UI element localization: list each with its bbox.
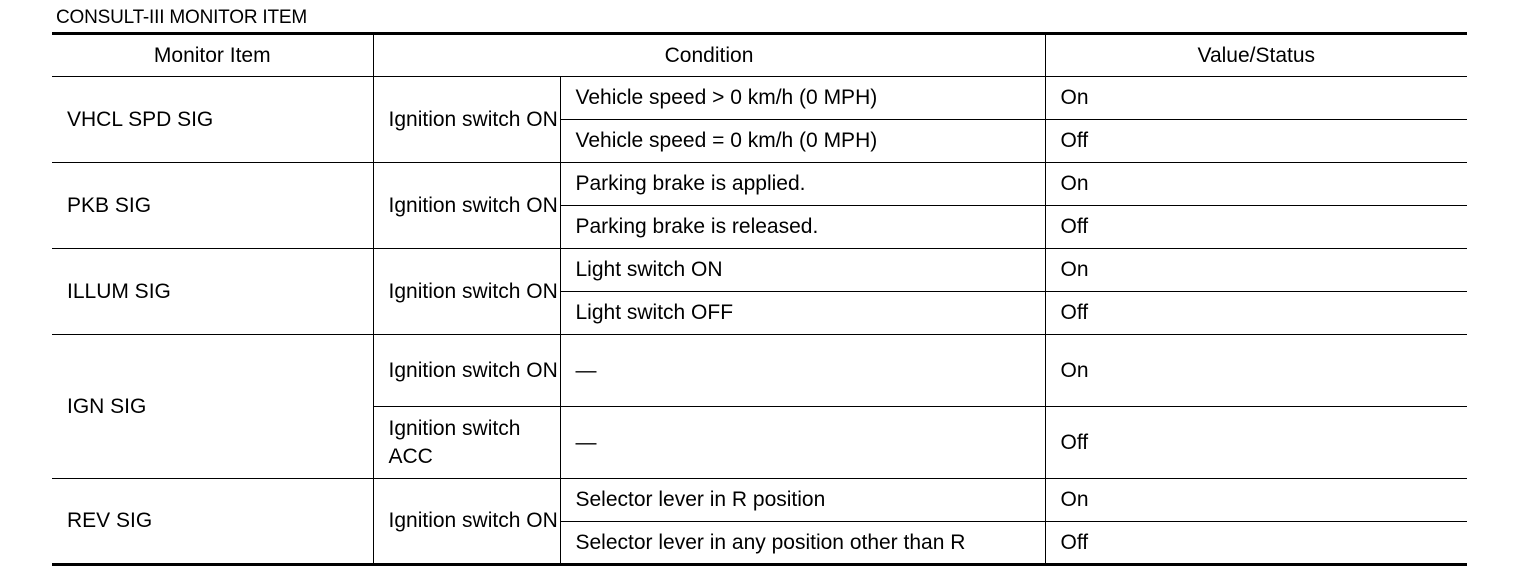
header-condition: Condition [373,34,1045,77]
header-value-status: Value/Status [1045,34,1467,77]
header-monitor-item: Monitor Item [52,34,373,77]
value-cell: On [1045,335,1467,407]
table-header-row [52,34,1467,77]
condition-dash-cell: — [560,407,1045,479]
condition-cell: Selector lever in R position [560,479,1045,522]
monitor-item-cell: IGN SIG [52,335,373,479]
ignition-cell: Ignition switch ON [373,335,560,407]
table-caption: CONSULT-III MONITOR ITEM [56,7,308,28]
value-cell: On [1045,249,1467,292]
monitor-item-cell: REV SIG [52,479,373,565]
value-cell: Off [1045,522,1467,565]
value-cell: On [1045,163,1467,206]
value-cell: Off [1045,120,1467,163]
condition-cell: Parking brake is applied. [560,163,1045,206]
value-cell: On [1045,479,1467,522]
monitor-item-cell: PKB SIG [52,163,373,249]
ignition-cell: Ignition switch ON [373,77,560,163]
table-row [52,479,1467,522]
monitor-item-cell: ILLUM SIG [52,249,373,335]
table-row [52,77,1467,120]
condition-cell: Vehicle speed = 0 km/h (0 MPH) [560,120,1045,163]
monitor-item-table [52,32,1467,566]
condition-cell: Parking brake is released. [560,206,1045,249]
condition-cell: Light switch ON [560,249,1045,292]
value-cell: Off [1045,206,1467,249]
table-row [52,249,1467,292]
condition-cell: Vehicle speed > 0 km/h (0 MPH) [560,77,1045,120]
condition-cell: Selector lever in any position other than R [560,522,1045,565]
monitor-item-cell: VHCL SPD SIG [52,77,373,163]
ignition-cell: Ignition switch ON [373,249,560,335]
condition-dash-cell: — [560,335,1045,407]
table-row [52,163,1467,206]
ignition-cell: Ignition switch ON [373,479,560,565]
value-cell: On [1045,77,1467,120]
ignition-cell: Ignition switch ACC [373,407,560,479]
value-cell: Off [1045,407,1467,479]
table-row [52,335,1467,407]
value-cell: Off [1045,292,1467,335]
condition-cell: Light switch OFF [560,292,1045,335]
ignition-cell: Ignition switch ON [373,163,560,249]
